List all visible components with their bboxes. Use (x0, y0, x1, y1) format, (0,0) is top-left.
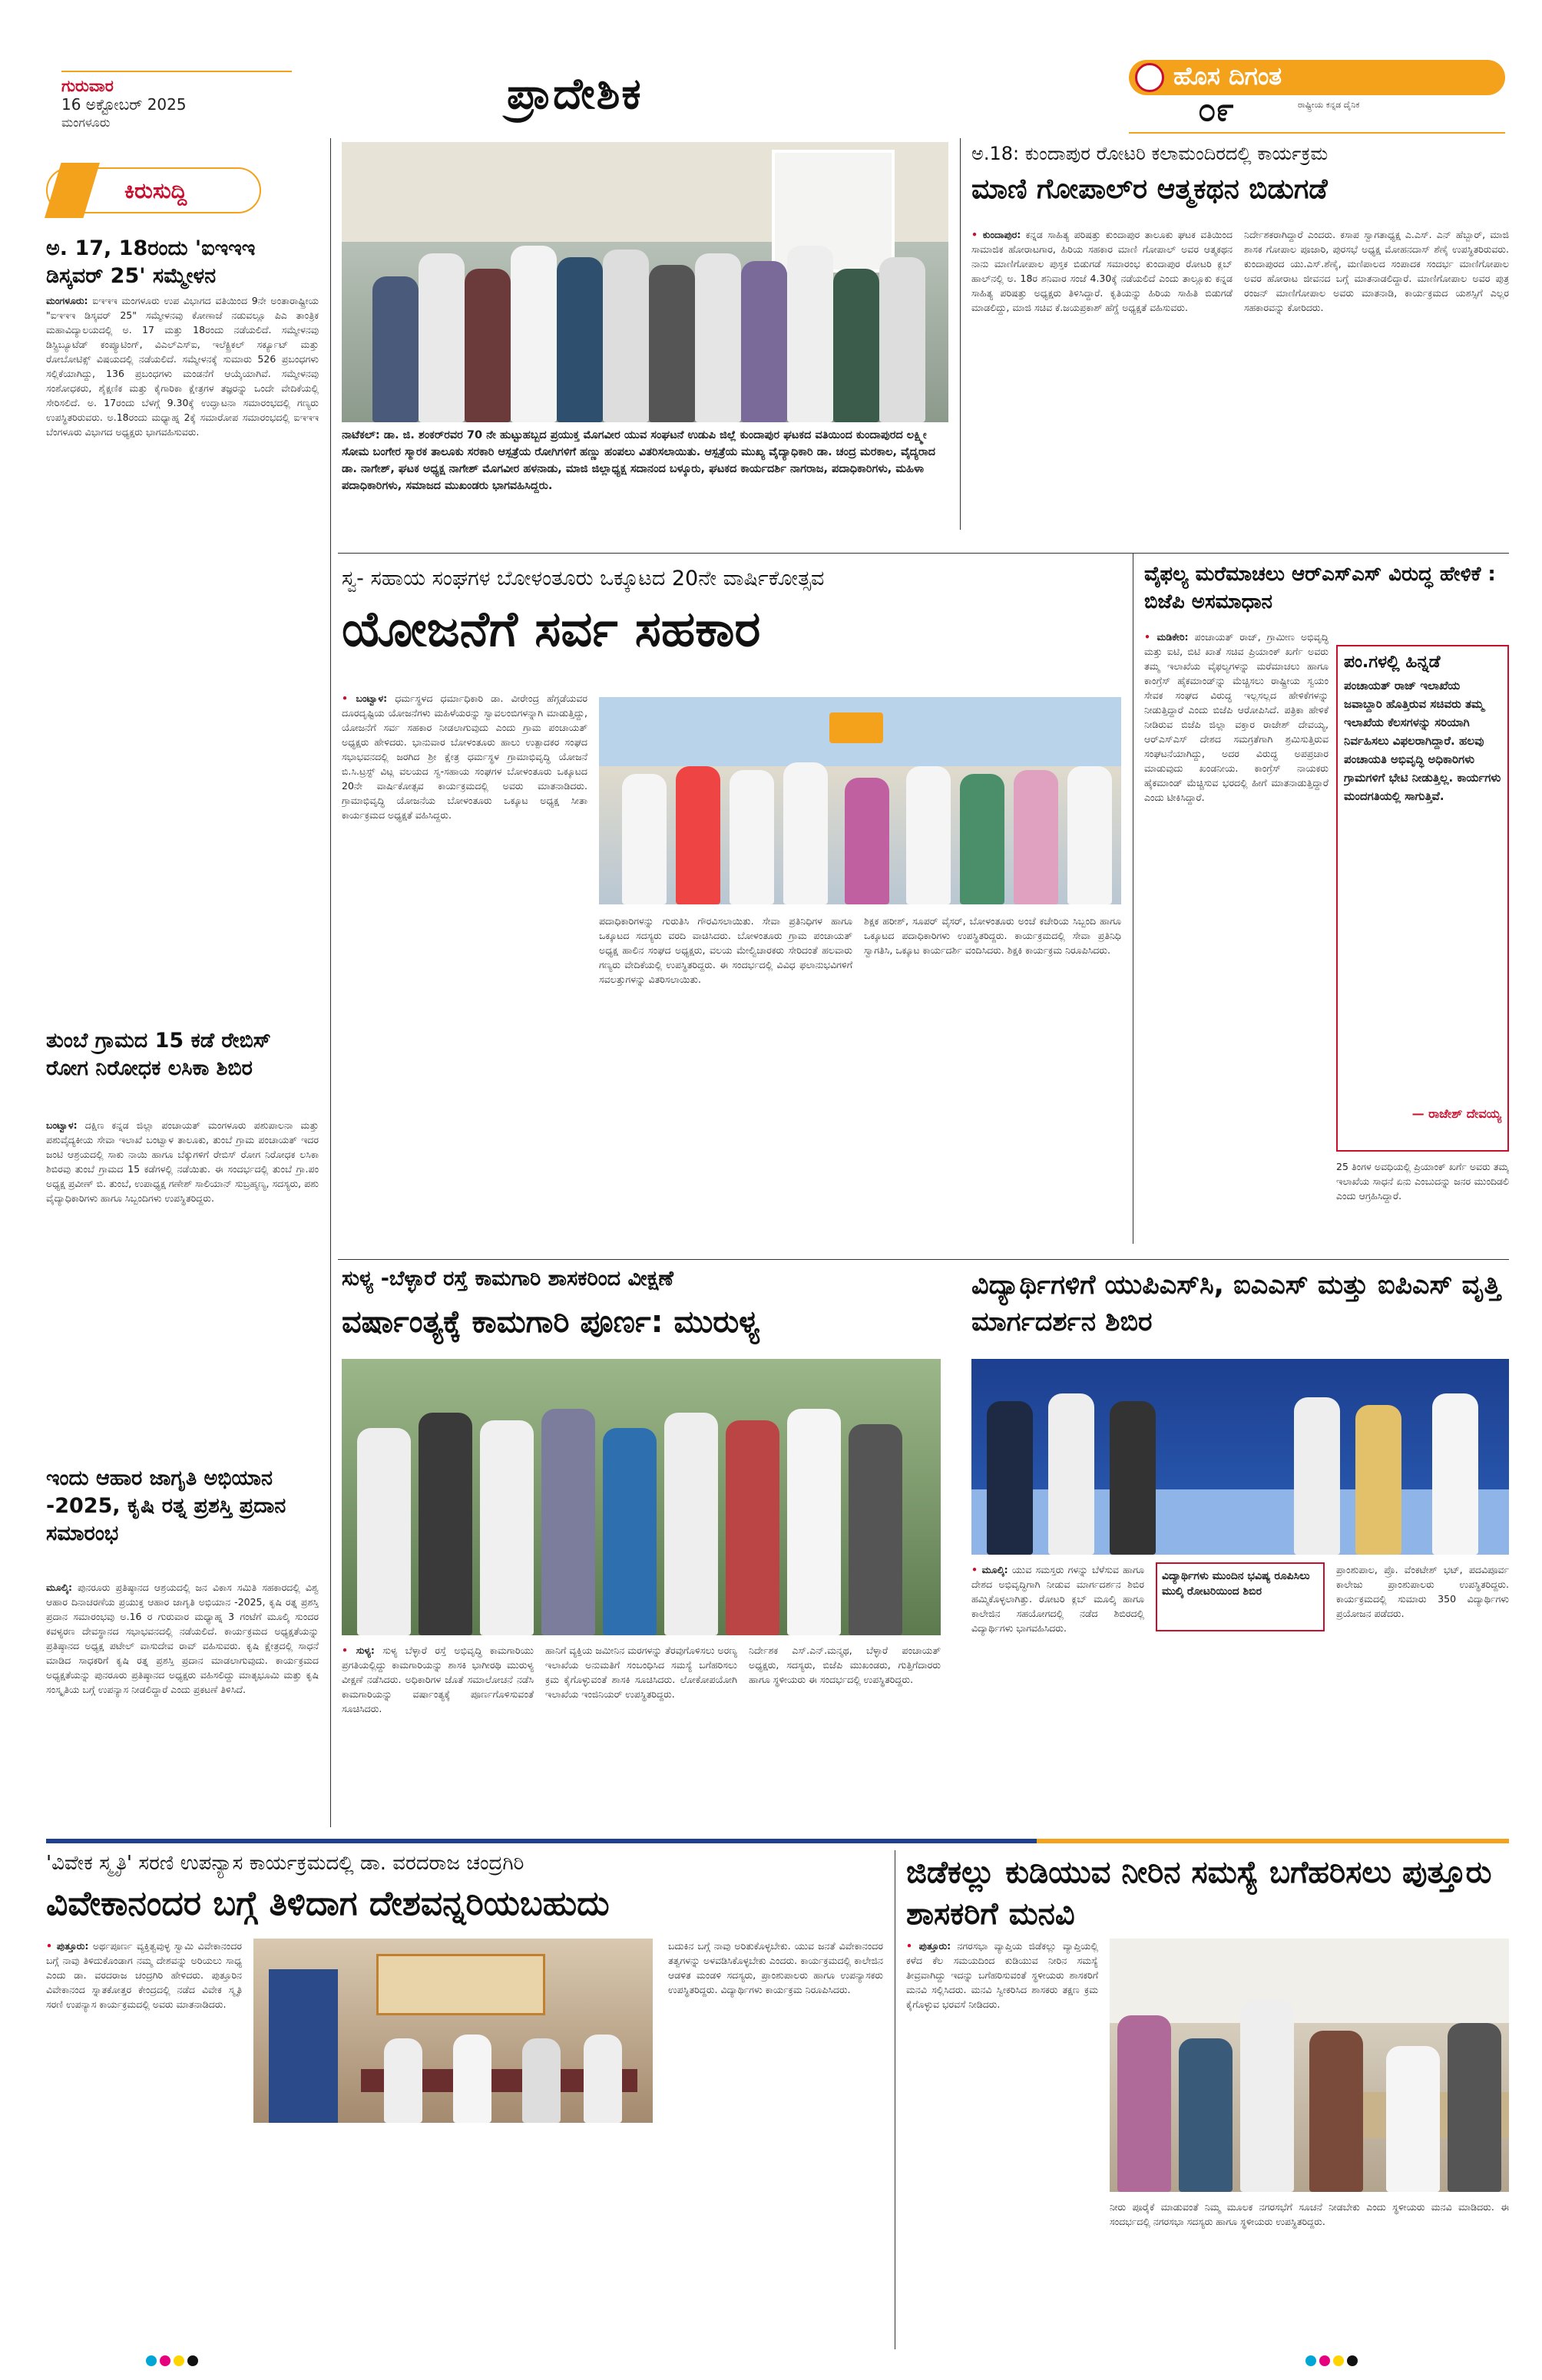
brief-body-3: ಮೂಲ್ಕಿ: ಪುನರೂರು ಪ್ರತಿಷ್ಠಾನದ ಆಶ್ರಯದಲ್ಲಿ ಜನ ವಿಕಾಸ ಸಮಿತಿ ಸಹಕಾರದಲ್ಲಿ ವಿಶ್ವ ಆಹಾರ ದಿನಾಚರಣೆಯ ಪ್ರಯುಕ್ತ ಆಹಾರ ಜಾಗೃತಿ ಅಭಿಯಾನ -2025, ಕೃಷಿ ರತ್ನ ಪ್ರಶಸ್ತಿ ಪ್ರದಾನ ಸಮಾರಂಭವು ಅ.16 ರ ಗುರುವಾರ ಮಧ್ಯಾಹ್ನ 3 ಗಂಟೆಗೆ ಮೂಲ್ಕಿ ಸುಂದರ ಕವಳ್ಯರಣ ದೇವಸ್ಥಾನದ ಸಭಾಭವನದಲ್ಲಿ ನಡೆಯಲಿದೆ. ಕಾರ್ಯಕ್ರಮದ ಅಧ್ಯಕ್ಷತೆಯನ್ನು ಪ್ರತಿಷ್ಠಾನದ ಅಧ್ಯಕ್ಷ ಪಟೇಲ್ ವಾಸುದೇವ ರಾವ್ ವಹಿಸುವರು. ಕೃಷಿ ಕ್ಷೇತ್ರದಲ್ಲಿ ಸಾಧನೆ ಮಾಡಿದ ಸಾಧಕರಿಗೆ ಕೃಷಿ ರತ್ನ ಪ್ರಶಸ್ತಿ ಪ್ರದಾನ ಮಾಡಲಾಗುವುದು. ಕಾರ್ಯಕ್ರಮದ ಅಧ್ಯಕ್ಷತೆಯನ್ನು ಪುನರೂರು ಪ್ರತಿಷ್ಠಾನದ ಅಧ್ಯಕ್ಷರು ವಹಿಸಲಿದ್ದು ಮಾತೃಭೂಮಿ ಮತ್ತು ಕೃಷಿ ಸಂಸ್ಕೃತಿಯ ಬಗ್ಗೆ ಉಪನ್ಯಾಸ ನೀಡಲಿದ್ದಾರೆ ಎಂದು ಪ್ರಕಟಣೆ ತಿಳಿಸಿದೆ. (46, 1582, 319, 1695)
section-title: ಪ್ರಾದೇಶಿಕ (507, 69, 643, 119)
rss-body: • ಮಡಿಕೇರಿ: ಪಂಚಾಯತ್ ರಾಜ್, ಗ್ರಾಮೀಣ ಅಭಿವೃದ್ಧಿ ಮತ್ತು ಐಟಿ, ಬಿಟಿ ಖಾತೆ ಸಚಿವ ಪ್ರಿಯಾಂಕ್ ಖರ್ಗೆ ಅವರು ತಮ್ಮ ಇಲಾಖೆಯ ವೈಫಲ್ಯಗಳನ್ನು ಮರೆಮಾಚಲು ಹಾಗೂ ಕಾಂಗ್ರೆಸ್ ಹೈಕಮಾಂಡ್‌ನ್ನು ಮೆಚ್ಚಿಸಲು ರಾಷ್ಟ್ರೀಯ ಸ್ವಯಂ ಸೇವಕ ಸಂಘದ ವಿರುದ್ಧ ಇಲ್ಲಸಲ್ಲದ ಹೇಳಿಕೆಗಳನ್ನು ನೀಡುತ್ತಿದ್ದಾರೆ ಎಂದು ಬಿಜೆಪಿ ಆರೋಪಿಸಿದೆ. ಪತ್ರಿಕಾ ಹೇಳಿಕೆ ನೀಡಿರುವ ಬಿಜೆಪಿ ಜಿಲ್ಲಾ ವಕ್ತಾರ ರಾಜೇಶ್ ದೇವಯ್ಯ, ಆರ್‌ಎಸ್‌ಎಸ್ ದೇಶದ ಸಮಗ್ರತೆಗಾಗಿ ಶ್ರಮಿಸುತ್ತಿರುವ ಸಂಘಟನೆಯಾಗಿದ್ದು, ಅದರ ವಿರುದ್ಧ ಅಪಪ್ರಚಾರ ಮಾಡುವುದು ಖಂಡನೀಯ. ಕಾಂಗ್ರೆಸ್ ನಾಯಕರು ಹೈಕಮಾಂಡ್ ಮೆಚ್ಚಿಸುವ ಭರದಲ್ಲಿ ಹೀಗೆ ಮಾತನಾಡುತ್ತಿದ್ದಾರೆ ಎಂದು ಟೀಕಿಸಿದ್ದಾರೆ. (1144, 631, 1329, 803)
upsc-highlight-box (1156, 1562, 1325, 1631)
sullia-headline: ವರ್ಷಾಂತ್ಯಕ್ಕೆ ಕಾಮಗಾರಿ ಪೂರ್ಣ: ಮುರುಳ್ಯ (342, 1304, 760, 1340)
paper-logo (1129, 60, 1505, 95)
brief-title-3: ಇಂದು ಆಹಾರ ಜಾಗೃತಿ ಅಭಿಯಾನ -2025, ಕೃಷಿ ರತ್ನ ಪ್ರಶಸ್ತಿ ಪ್ರದಾನ ಸಮಾರಂಭ (46, 1466, 286, 1545)
brief-title-1: ಅ. 17, 18ರಂದು 'ಐಇಇಇ ಡಿಸ್ಕವರ್ 25' ಸಮ್ಮೇಳನ (46, 236, 256, 288)
rss-tail: 25 ತಿಂಗಳ ಅವಧಿಯಲ್ಲಿ ಪ್ರಿಯಾಂಕ್ ಖರ್ಗೆ ಅವರು ತಮ್ಮ ಇಲಾಖೆಯ ಸಾಧನೆ ಏನು ಎಂಬುದನ್ನು ಜನರ ಮುಂದಿಡಲಿ ಎಂದು ಆಗ್ರಹಿಸಿದ್ದಾರೆ. (1336, 1161, 1509, 1202)
paper-name: ಹೊಸ ದಿಗಂತ (1173, 61, 1282, 91)
upsc-col2: ಪ್ರಾಂಶುಪಾಲ, ಪ್ರೊ. ವೆಂಕಟೇಶ್ ಭಟ್, ಪದವಿಪೂರ್ವ ಕಾಲೇಜು ಪ್ರಾಂಶುಪಾಲರು ಉಪಸ್ಥಿತರಿದ್ದರು. ಕಾರ್ಯಕ್ರಮದಲ್ಲಿ ಸುಮಾರು 350 ವಿದ್ಯಾರ್ಥಿಗಳು ಪ್ರಯೋಜನ ಪಡೆದರು. (1336, 1564, 1509, 1619)
vivekananda-col2: ಬದುಕಿನ ಬಗ್ಗೆ ನಾವು ಅರಿತುಕೊಳ್ಳಬೇಕು. ಯುವ ಜನತೆ ವಿವೇಕಾನಂದರ ತತ್ವಗಳನ್ನು ಅಳವಡಿಸಿಕೊಳ್ಳಬೇಕು ಎಂದರು. ಕಾರ್ಯಕ್ರಮದಲ್ಲಿ ಕಾಲೇಜಿನ ಆಡಳಿತ ಮಂಡಳಿ ಸದಸ್ಯರು, ಪ್ರಾಂಶುಪಾಲರು ಹಾಗೂ ಉಪನ್ಯಾಸಕರು ಉಪಸ್ಥಿತರಿದ್ದರು. ವಿದ್ಯಾರ್ಥಿಗಳು ಕಾರ್ಯಕ್ರಮ ನಿರೂಪಿಸಿದರು. (668, 1940, 883, 1995)
sullia-kicker: ಸುಳ್ಯ -ಬೆಳ್ಳಾರೆ ರಸ್ತೆ ಕಾಮಗಾರಿ ಶಾಸಕರಿಂದ ವೀಕ್ಷಣೆ (342, 1267, 673, 1291)
color-bar-orange (1037, 1839, 1509, 1843)
top-photo-caption: ನಾಟೆಕಲ್: ಡಾ. ಜಿ. ಶಂಕರ್‌ರವರ 70 ನೇ ಹುಟ್ಟುಹಬ್ಬದ ಪ್ರಯುಕ್ತ ಮೊಗವೀರ ಯುವ ಸಂಘಟನೆ ಉಡುಪಿ ಜಿಲ್ಲೆ ಕುಂದಾಪುರ ಘಟಕದ ವತಿಯಿಂದ ಕುಂದಾಪುರದ ಲಕ್ಷ್ಮೀ ಸೋಮ ಬಂಗೇರ ಸ್ಮಾರಕ ತಾಲೂಕು ಸರಕಾರಿ ಆಸ್ಪತ್ರೆಯ ರೋಗಿಗಳಿಗೆ ಹಣ್ಣು ಹಂಪಲು ವಿತರಿಸಲಾಯಿತು. ಆಸ್ಪತ್ರೆಯ ಮುಖ್ಯ ವೈದ್ಯಾಧಿಕಾರಿ ಡಾ. ಚಂದ್ರ ಮರಕಾಲ, ವೈದ್ಯರಾದ ಡಾ. ನಾಗೇಶ್, ಘಟಕ ಅಧ್ಯಕ್ಷ ನಾಗೇಶ್ ಮೊಗವೀರ ಹಳನಾಡು, ಮಾಜಿ ಜಿಲ್ಲಾಧ್ಯಕ್ಷ ಸದಾನಂದ ಬಳ್ಕೂರು, ಘಟಕದ ಕಾರ್ಯದರ್ಶಿ ನಾಗರಾಜ, ಪದಾಧಿಕಾರಿಗಳು, ಮಹಿಳಾ ಪದಾಧಿಕಾರಿಗಳು, ಸಮಾಜದ ಮುಖಂಡರು ಭಾಗವಹಿಸಿದ್ದರು. (342, 429, 935, 492)
vivekananda-lecture-photo (253, 1939, 653, 2123)
vivekananda-col1: • ಪುತ್ತೂರು: ಅರ್ಥಪೂರ್ಣ ವ್ಯಕ್ತಿತ್ವವುಳ್ಳ ಸ್ವಾಮಿ ವಿವೇಕಾನಂದರ ಬಗ್ಗೆ ನಾವು ತಿಳಿದುಕೊಂಡಾಗ ನಮ್ಮ ದೇಶವನ್ನು ಅರಿಯಲು ಸಾಧ್ಯ ಎಂದು ಡಾ. ವರದರಾಜ ಚಂದ್ರಗಿರಿ ಹೇಳಿದರು. ಪುತ್ತೂರಿನ ವಿವೇಕಾನಂದ ಸ್ನಾತಕೋತ್ತರ ಕೇಂದ್ರದಲ್ಲಿ ನಡೆದ ವಿವೇಕ ಸ್ಮೃತಿ ಸರಣಿ ಉಪನ್ಯಾಸ ಕಾರ್ಯಕ್ರಮದಲ್ಲಿ ಅವರು ಮಾತನಾಡಿದರು. (46, 1940, 242, 2010)
rss-box-title: ಪಂ.ಗಳಲ್ಲಿ ಹಿನ್ನಡೆ (1344, 653, 1441, 672)
group-photo-hospital (342, 142, 948, 422)
brief-body-1: ಮಂಗಳೂರು: ಐಇಇಇ ಮಂಗಳೂರು ಉಪ ವಿಭಾಗದ ವತಿಯಿಂದ 9ನೇ ಅಂತಾರಾಷ್ಟ್ರೀಯ "ಐಇಇಇ ಡಿಸ್ಕವರ್ 25" ಸಮ್ಮೇಳನವು ಕೋಣಾಜೆ ನಡುವಲ್ಲೂ ಪಿಎ ತಾಂತ್ರಿಕ ಮಹಾವಿದ್ಯಾಲಯದಲ್ಲಿ ಅ. 17 ಮತ್ತು 18ರಂದು ನಡೆಯಲಿದೆ. ಸಮ್ಮೇಳನವು ಡಿಸ್ಟ್ರಿಬ್ಯೂಟೆಡ್ ಕಂಪ್ಯೂಟಿಂಗ್, ವಿಎಲ್ಎಸ್ಐ, ಇಲೆಕ್ಟ್ರಿಕಲ್ ಸರ್ಕ್ಯೂಟ್ ಮತ್ತು ರೋಬೋಟಿಕ್ಸ್ ವಿಷಯದಲ್ಲಿ ನಡೆಯಲಿದೆ. ಸಮ್ಮೇಳನಕ್ಕೆ ಸುಮಾರು 526 ಪ್ರಬಂಧಗಳು ಸಲ್ಲಿಕೆಯಾಗಿದ್ದು, 136 ಪ್ರಬಂಧಗಳು ಮಂಡನೆಗೆ ಆಯ್ಕೆಯಾಗಿವೆ. ಸಮ್ಮೇಳನವು ಸಂಶೋಧಕರು, ಶೈಕ್ಷಣಿಕ ಮತ್ತು ಕೈಗಾರಿಕಾ ಕ್ಷೇತ್ರಗಳ ತಜ್ಞರನ್ನು ಒಂದೇ ವೇದಿಕೆಯಲ್ಲಿ ಸೇರಿಸಲಿದೆ. ಅ. 17ರಂದು ಬೆಳಗ್ಗೆ 9.30ಕ್ಕೆ ಉದ್ಘಾಟನಾ ಸಮಾರಂಭದಲ್ಲಿ ಗಣ್ಯರು ಉಪಸ್ಥಿತರಿರುವರು. ಅ.18ರಂದು ಮಧ್ಯಾಹ್ನ 2ಕ್ಕೆ ಸಮಾರೋಪ ಸಮಾರಂಭದಲ್ಲಿ ಐಇಇಇ ಬೆಂಗಳೂರು ವಿಭಾಗದ ಅಧ್ಯಕ್ಷರು ಭಾಗವಹಿಸುವರು. (46, 295, 319, 438)
sullia-road-photo (342, 1359, 941, 1635)
water-meeting-photo (1110, 1939, 1509, 2192)
brief-title-2: ತುಂಬೆ ಗ್ರಾಮದ 15 ಕಡೆ ರೇಬಿಸ್ ರೋಗ ನಿರೋಧಕ ಲಸಿಕಾ ಶಿಬಿರ (46, 1029, 271, 1080)
brief-body-2: ಬಂಟ್ವಾಳ: ದಕ್ಷಿಣ ಕನ್ನಡ ಜಿಲ್ಲಾ ಪಂಚಾಯತ್ ಮಂಗಳೂರು ಪಶುಪಾಲನಾ ಮತ್ತು ಪಶುವೈದ್ಯಕೀಯ ಸೇವಾ ಇಲಾಖೆ ಬಂಟ್ವಾಳ ತಾಲೂಕು, ತುಂಬೆ ಗ್ರಾಮ ಪಂಚಾಯತ್ ಇದರ ಜಂಟಿ ಆಶ್ರಯದಲ್ಲಿ ಸಾಕು ನಾಯಿ ಹಾಗೂ ಬೆಕ್ಕುಗಳಿಗೆ ರೇಬಿಸ್ ರೋಗ ನಿರೋಧಕ ಲಸಿಕಾ ಶಿಬಿರವು ತುಂಬೆ ಗ್ರಾಮದ 15 ಕಡೆಗಳಲ್ಲಿ ನಡೆಯಿತು. ಈ ಸಂದರ್ಭದಲ್ಲಿ ತುಂಬೆ ಗ್ರಾ.ಪಂ ಅಧ್ಯಕ್ಷ ಪ್ರವೀಣ್ ಬಿ. ತುಂಬೆ, ಉಪಾಧ್ಯಕ್ಷ ಗಣೇಶ್ ಸಾಲಿಯಾನ್ ಸುಬ್ರಹ್ಮಣ್ಯ, ಸದಸ್ಯರು, ಪಶು ವೈದ್ಯಾಧಿಕಾರಿಗಳು ಹಾಗೂ ಸಿಬ್ಬಂದಿಗಳು ಉಪಸ್ಥಿತರಿದ್ದರು. (46, 1119, 319, 1204)
sullia-col2: ಹಾನಿಗೆ ವ್ಯಕ್ತಿಯ ಜಮೀನಿನ ಮರಗಳನ್ನು ತೆರವುಗೊಳಿಸಲು ಅರಣ್ಯ ಇಲಾಖೆಯ ಅನುಮತಿಗೆ ಸಂಬಂಧಿಸಿದ ಸಮಸ್ಯೆ ಬಗೆಹರಿಸಲು ಕ್ರಮ ಕೈಗೊಳ್ಳುವಂತೆ ಶಾಸಕಿ ಸೂಚಿಸಿದರು. ಲೋಕೋಪಯೋಗಿ ಇಲಾಖೆಯ ಇಂಜಿನಿಯರ್ ಉಪಸ್ಥಿತರಿದ್ದರು. (545, 1645, 737, 1700)
kirusuddi-label: ಕಿರುಸುದ್ದಿ (124, 178, 187, 203)
registration-marks-right (1305, 2355, 1359, 2368)
masthead-date: 16 ಅಕ್ಟೋಬರ್ 2025 (61, 95, 187, 114)
rss-quote-box (1336, 645, 1509, 1152)
water-col2: ನೀರು ಪೂರೈಕೆ ಮಾಡುವಂತೆ ನಿಮ್ಮ ಮೂಲಕ ನಗರಸಭೆಗೆ ಸೂಚನೆ ನೀಡಬೇಕು ಎಂದು ಸ್ಥಳೀಯರು ಮನವಿ ಮಾಡಿದರು. ಈ ಸಂದರ್ಭದಲ್ಲಿ ನಗರಸಭಾ ಸದಸ್ಯರು ಹಾಗೂ ಸ್ಥಳೀಯರು ಉಪಸ್ಥಿತರಿದ್ದರು. (1110, 2201, 1509, 2227)
logo-emblem-icon (1135, 63, 1164, 92)
paper-tagline: ರಾಷ್ಟ್ರೀಯ ಕನ್ನಡ ದೈನಿಕ (1298, 100, 1360, 110)
water-col1: • ಪುತ್ತೂರು: ನಗರಸಭಾ ವ್ಯಾಪ್ತಿಯ ಜಿಡೆಕಲ್ಲು ವ್ಯಾಪ್ತಿಯಲ್ಲಿ ಕಳೆದ ಕೆಲ ಸಮಯದಿಂದ ಕುಡಿಯುವ ನೀರಿನ ಸಮಸ್ಯೆ ತೀವ್ರವಾಗಿದ್ದು ಇದನ್ನು ಬಗೆಹರಿಸುವಂತೆ ಸ್ಥಳೀಯರು ಶಾಸಕರಿಗೆ ಮನವಿ ಸಲ್ಲಿಸಿದರು. ಮನವಿ ಸ್ವೀಕರಿಸಿದ ಶಾಸಕರು ತಕ್ಷಣ ಕ್ರಮ ಕೈಗೊಳ್ಳುವ ಭರವಸೆ ನೀಡಿದರು. (906, 1940, 1098, 2010)
sullia-col1: • ಸುಳ್ಯ: ಸುಳ್ಯ ಬೆಳ್ಳಾರೆ ರಸ್ತೆ ಅಭಿವೃದ್ಧಿ ಕಾಮಗಾರಿಯು ಪ್ರಗತಿಯಲ್ಲಿದ್ದು ಕಾಮಗಾರಿಯನ್ನು ಶಾಸಕಿ ಭಾಗೀರಥಿ ಮುರುಳ್ಯ ವೀಕ್ಷಣೆ ನಡೆಸಿದರು. ಅಧಿಕಾರಿಗಳ ಜೊತೆ ಸಮಾಲೋಚನೆ ನಡೆಸಿ ಕಾಮಗಾರಿಯನ್ನು ವರ್ಷಾಂತ್ಯಕ್ಕೆ ಪೂರ್ಣಗೊಳಿಸುವಂತೆ ಸೂಚಿಸಿದರು. (342, 1645, 534, 1714)
shg-kicker: ಸ್ವ- ಸಹಾಯ ಸಂಘಗಳ ಬೋಳಂತೂರು ಒಕ್ಕೂಟದ 20ನೇ ವಾರ್ಷಿಕೋತ್ಸವ (342, 567, 825, 590)
masthead-day: ಗುರುವಾರ (61, 77, 114, 95)
rss-box-text: ಪಂಚಾಯತ್ ರಾಜ್ ಇಲಾಖೆಯ ಜವಾಬ್ದಾರಿ ಹೊತ್ತಿರುವ ಸಚಿವರು ತಮ್ಮ ಇಲಾಖೆಯ ಕೆಲಸಗಳನ್ನು ಸರಿಯಾಗಿ ನಿರ್ವಹಿಸಲು ವಿಫಲರಾಗಿದ್ದಾರೆ. ಹಲವು ಪಂಚಾಯತಿ ಅಭಿವೃದ್ಧಿ ಅಧಿಕಾರಿಗಳು ಗ್ರಾಮಗಳಿಗೆ ಭೇಟಿ ನೀಡುತ್ತಿಲ್ಲ. ಕಾರ್ಯಗಳು ಮಂದಗತಿಯಲ್ಲಿ ಸಾಗುತ್ತಿವೆ. (1344, 679, 1501, 803)
mani-gopal-col2: ನಿರ್ದೇಶಕರಾಗಿದ್ದಾರೆ ಎಂದರು. ಕಸಾಪ ಸ್ವಾಗತಾಧ್ಯಕ್ಷ ಎ.ಎಸ್. ಎನ್ ಹೆಬ್ಬಾರ್, ಮಾಜಿ ಶಾಸಕ ಗೋಪಾಲ ಪೂಜಾರಿ, ಪುರಸಭೆ ಅಧ್ಯಕ್ಷ ಮೋಹನದಾಸ್ ಶೆಣೈ ಉಪಸ್ಥಿತರಿರುವರು. ಕುಂದಾಪುರದ ಯು.ಎಸ್.ಶೆಣೈ, ಮಣಿಪಾಲದ ಸಂಪಾದಕ ಸಂದರ್ಭ ಮಾಣಿಗೋಪಾಲ ಅವರ ಹೋರಾಟ ಜೀವನದ ಬಗ್ಗೆ ಮಾತನಾಡಲಿದ್ದಾರೆ. ಮಾಣಿಗೋಪಾಲ ಅವರ ಪುತ್ರ ರಂಜನ್ ಮಾಣಿಗೋಪಾಲ ಅವರು ಮಾತನಾಡಿ, ಕಾರ್ಯಕ್ರಮದ ಯಶಸ್ಸಿಗೆ ಎಲ್ಲರ ಸಹಕಾರವನ್ನು ಕೋರಿದರು. (1244, 229, 1509, 313)
water-headline: ಜಿಡೆಕಲ್ಲು ಕುಡಿಯುವ ನೀರಿನ ಸಮಸ್ಯೆ ಬಗೆಹರಿಸಲು ಪುತ್ತೂರು ಶಾಸಕರಿಗೆ ಮನವಿ (906, 1855, 1492, 1932)
shg-col2: ಪದಾಧಿಕಾರಿಗಳನ್ನು ಗುರುತಿಸಿ ಗೌರವಿಸಲಾಯಿತು. ಸೇವಾ ಪ್ರತಿನಿಧಿಗಳ ಹಾಗೂ ಒಕ್ಕೂಟದ ಸದಸ್ಯರು ವರದಿ ವಾಚಿಸಿದರು. ಬೋಳಂತೂರು ಗ್ರಾಮ ಪಂಚಾಯತ್ ಅಧ್ಯಕ್ಷ ಹಾಲಿನ ಸಂಘದ ಅಧ್ಯಕ್ಷರು, ವಲಯ ಮೇಲ್ವಿಚಾರಕರು ಸೇರಿದಂತೆ ಹಲವಾರು ಗಣ್ಯರು ವೇದಿಕೆಯಲ್ಲಿ ಉಪಸ್ಥಿತರಿದ್ದರು. ಈ ಸಂದರ್ಭದಲ್ಲಿ ವಿವಿಧ ಫಲಾನುಭವಿಗಳಿಗೆ ಸವಲತ್ತುಗಳನ್ನು ವಿತರಿಸಲಾಯಿತು. (599, 915, 852, 985)
mani-gopal-kicker: ಅ.18: ಕುಂದಾಪುರ ರೋಟರಿ ಕಲಾಮಂದಿರದಲ್ಲಿ ಕಾರ್ಯಕ್ರಮ (971, 143, 1329, 164)
registration-marks-left (146, 2355, 200, 2368)
kirusuddi-banner (46, 167, 261, 213)
upsc-headline: ವಿದ್ಯಾರ್ಥಿಗಳಿಗೆ ಯುಪಿಎಸ್‌ಸಿ, ಐಎಎಸ್ ಮತ್ತು ಐಪಿಎಸ್ ವೃತ್ತಿ ಮಾರ್ಗದರ್ಶನ ಶಿಬಿರ (971, 1270, 1501, 1337)
vivekananda-headline: ವಿವೇಕಾನಂದರ ಬಗ್ಗೆ ತಿಳಿದಾಗ ದೇಶವನ್ನರಿಯಬಹುದು (46, 1884, 610, 1923)
upsc-event-photo (971, 1359, 1509, 1555)
color-bar-blue (46, 1839, 1037, 1843)
mani-gopal-col1: • ಕುಂದಾಪುರ: ಕನ್ನಡ ಸಾಹಿತ್ಯ ಪರಿಷತ್ತು ಕುಂದಾಪುರ ತಾಲೂಕು ಘಟಕ ವತಿಯಿಂದ ಸಾಮಾಜಿಕ ಹೋರಾಟಗಾರ, ಹಿರಿಯ ಸಹಕಾರ ಮಾಣಿ ಗೋಪಾಲ್ ಅವರ ಆತ್ಮಕಥನ ನಾನು ಮಾಣಿಗೋಪಾಲ ಪುಸ್ತಕ ಬಿಡುಗಡೆ ಸಮಾರಂಭ ಕುಂದಾಪುರ ರೋಟರಿ ಕ್ಲಬ್ ಹಾಲ್‌ನಲ್ಲಿ ಅ. 18ರ ಶನಿವಾರ ಸಂಜೆ 4.30ಕ್ಕೆ ನಡೆಯಲಿದೆ ಎಂದು ತಾಲ್ಲೂಕು ಕನ್ನಡ ಸಾಹಿತ್ಯ ಪರಿಷತ್ತು ಅಧ್ಯಕ್ಷರು ತಿಳಿಸಿದ್ದಾರೆ. ಕೃತಿಯನ್ನು ಹಿರಿಯ ಸಾಹಿತಿ ಬಿಡುಗಡೆ ಮಾಡಲಿದ್ದು, ಮಾಜಿ ಸಚಿವ ಕೆ.ಜಯಪ್ರಕಾಶ್ ಹೆಗ್ಡೆ ಅಧ್ಯಕ್ಷತೆ ವಹಿಸುವರು. (971, 229, 1233, 313)
shg-headline: ಯೋಜನೆಗೆ ಸರ್ವ ಸಹಕಾರ (342, 601, 761, 658)
masthead-city: ಮಂಗಳೂರು (61, 115, 111, 130)
sullia-col3: ನಿರ್ದೇಶಕ ಎಸ್.ಎನ್.ಮನ್ಮಥ, ಬೆಳ್ಳಾರೆ ಪಂಚಾಯತ್ ಅಧ್ಯಕ್ಷರು, ಸದಸ್ಯರು, ಬಿಜೆಪಿ ಮುಖಂಡರು, ಗುತ್ತಿಗೆದಾರರು ಹಾಗೂ ಸ್ಥಳೀಯರು ಈ ಸಂದರ್ಭದಲ್ಲಿ ಉಪಸ್ಥಿತರಿದ್ದರು. (749, 1645, 941, 1685)
rss-headline: ವೈಫಲ್ಯ ಮರೆಮಾಚಲು ಆರ್‌ಎಸ್‌ಎಸ್ ವಿರುದ್ಧ ಹೇಳಿಕೆ : ಬಿಜೆಪಿ ಅಸಮಾಧಾನ (1144, 563, 1496, 613)
shg-col3: ಶಿಕ್ಷಕ ಹರೀಶ್, ಸೂಪರ್ ವೈಸರ್, ಬೋಳಂತೂರು ಅಂಚೆ ಕಚೇರಿಯ ಸಿಬ್ಬಂದಿ ಹಾಗೂ ಒಕ್ಕೂಟದ ಪದಾಧಿಕಾರಿಗಳು ಉಪಸ್ಥಿತರಿದ್ದರು. ಕಾರ್ಯಕ್ರಮದಲ್ಲಿ ಸೇವಾ ಪ್ರತಿನಿಧಿ ಸ್ವಾಗತಿಸಿ, ಒಕ್ಕೂಟ ಕಾರ್ಯದರ್ಶಿ ವಂದಿಸಿದರು. ಶಿಕ್ಷಕಿ ಕಾರ್ಯಕ್ರಮ ನಿರೂಪಿಸಿದರು. (864, 915, 1121, 956)
shg-stage-photo (599, 697, 1121, 904)
page-number: ೦೯ (1198, 91, 1235, 128)
hand-pointer-icon (45, 163, 100, 218)
upsc-box-text: ವಿದ್ಯಾರ್ಥಿಗಳು ಮುಂದಿನ ಭವಿಷ್ಯ ರೂಪಿಸಿಲು ಮುಲ್ಕಿ ರೋಟರಿಯಿಂದ ಶಿಬಿರ (1162, 1570, 1310, 1598)
rss-box-author: — ರಾಜೇಶ್ ದೇವಯ್ಯ (1411, 1106, 1501, 1121)
vivekananda-kicker: 'ವಿವೇಕ ಸ್ಮೃತಿ' ಸರಣಿ ಉಪನ್ಯಾಸ ಕಾರ್ಯಕ್ರಮದಲ್ಲಿ ಡಾ. ವರದರಾಜ ಚಂದ್ರಗಿರಿ (46, 1852, 524, 1875)
mani-gopal-headline: ಮಾಣಿ ಗೋಪಾಲ್‌ರ ಆತ್ಮಕಥನ ಬಿಡುಗಡೆ (971, 174, 1328, 205)
shg-col1: • ಬಂಟ್ವಾಳ: ಧರ್ಮಸ್ಥಳದ ಧರ್ಮಾಧಿಕಾರಿ ಡಾ. ವೀರೇಂದ್ರ ಹೆಗ್ಗಡೆಯವರ ದೂರದೃಷ್ಟಿಯ ಯೋಜನೆಗಳು ಮಹಿಳೆಯರನ್ನು ಸ್ವಾವಲಂಬಿಗಳನ್ನಾಗಿ ಮಾಡುತ್ತಿದ್ದು, ಯೋಜನೆಗೆ ಸರ್ವ ಸಹಕಾರ ನೀಡಲಾಗುವುದು ಎಂದು ಗ್ರಾಮ ಪಂಚಾಯತ್ ಅಧ್ಯಕ್ಷರು ಹೇಳಿದರು. ಭಾನುವಾರ ಬೋಳಂತೂರು ಹಾಲು ಉತ್ಪಾದಕರ ಸಂಘದ ಸಭಾಭವನದಲ್ಲಿ ಜರಗಿದ ಶ್ರೀ ಕ್ಷೇತ್ರ ಧರ್ಮಸ್ಥಳ ಗ್ರಾಮಾಭಿವೃದ್ಧಿ ಯೋಜನೆ ಬಿ.ಸಿ.ಟ್ರಸ್ಟ್ ವಿಟ್ಲ ವಲಯದ ಸ್ವ-ಸಹಾಯ ಸಂಘಗಳ ಬೋಳಂತೂರು ಒಕ್ಕೂಟದ 20ನೇ ವಾರ್ಷಿಕೋತ್ಸವ ಕಾರ್ಯಕ್ರಮದಲ್ಲಿ ಅವರು ಮಾತನಾಡಿದರು. ಗ್ರಾಮಾಭಿವೃದ್ಧಿ ಯೋಜನೆಯ ಬೋಳಂತೂರು ಒಕ್ಕೂಟ ಅಧ್ಯಕ್ಷ ಸೀತಾ ಕಾರ್ಯಕ್ರಮದ ಅಧ್ಯಕ್ಷತೆ ವಹಿಸಿದ್ದರು. (342, 693, 587, 821)
upsc-col1: • ಮೂಲ್ಕಿ: ಯುವ ಸಮಸ್ತರು ಗಳನ್ನು ಬೆಳೆಸುವ ಹಾಗೂ ದೇಶದ ಅಭಿವೃದ್ಧಿಗಾಗಿ ನೀಡುವ ಮಾರ್ಗದರ್ಶನ ಶಿಬಿರ ಹಮ್ಮಿಕೊಳ್ಳಲಾಗಿತ್ತು. ರೋಟರಿ ಕ್ಲಬ್ ಮೂಲ್ಕಿ ಹಾಗೂ ಕಾಲೇಜಿನ ಸಹಯೋಗದಲ್ಲಿ ನಡೆದ ಶಿಬಿರದಲ್ಲಿ ವಿದ್ಯಾರ್ಥಿಗಳು ಭಾಗವಹಿಸಿದರು. (971, 1564, 1144, 1634)
